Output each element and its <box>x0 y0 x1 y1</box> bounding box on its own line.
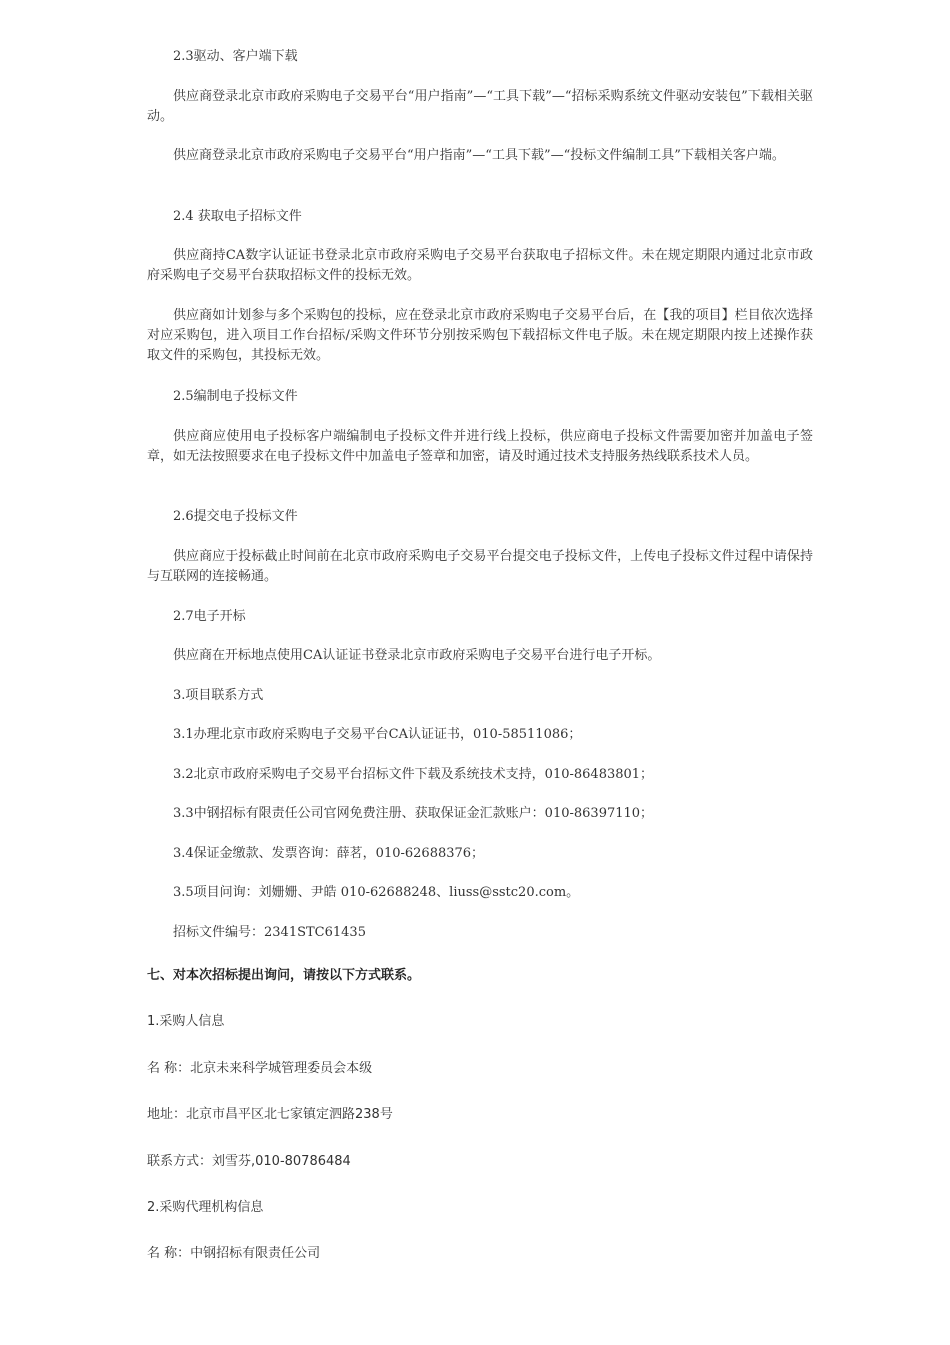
section-2-7-heading: 2.7电子开标 <box>173 609 246 624</box>
purchaser-contact: 联系方式：刘雪芬,010-80786484 <box>147 1154 351 1169</box>
section-2-5-heading: 2.5编制电子投标文件 <box>173 389 298 404</box>
document-number: 招标文件编号：2341STC61435 <box>173 925 366 940</box>
agency-info-heading: 2.采购代理机构信息 <box>147 1200 264 1215</box>
section-2-6-paragraph-1: 供应商应于投标截止时间前在北京市政府采购电子交易平台提交电子投标文件，上传电子投标文件过程中请保持与互联网的连接畅通。 <box>147 549 813 584</box>
contact-item-3-5: 3.5项目问询：刘姗姗、尹皓 010-62688248、liuss@sstc20.com。 <box>173 885 580 900</box>
section-2-4-paragraph-2: 供应商如计划参与多个采购包的投标，应在登录北京市政府采购电子交易平台后，在【我的项目】栏目依次选择对应采购包，进入项目工作台招标/采购文件环节分别按采购包下载招标文件电子版。未在规定期限内按上述操作获取文件的采购包，其投标无效。 <box>147 308 813 363</box>
section-2-7-paragraph-1: 供应商在开标地点使用CA认证证书登录北京市政府采购电子交易平台进行电子开标。 <box>173 648 661 663</box>
purchaser-name: 名 称：北京未来科学城管理委员会本级 <box>147 1061 373 1076</box>
section-3-heading: 3.项目联系方式 <box>173 688 264 703</box>
section-2-5-paragraph-1: 供应商应使用电子投标客户端编制电子投标文件并进行线上投标，供应商电子投标文件需要加密并加盖电子签章，如无法按照要求在电子投标文件中加盖电子签章和加密，请及时通过技术支持服务热线联系技术人员。 <box>147 429 813 464</box>
section-2-3-heading: 2.3驱动、客户端下载 <box>173 49 298 64</box>
contact-item-3-2: 3.2北京市政府采购电子交易平台招标文件下载及系统技术支持，010-86483801； <box>173 767 654 782</box>
section-2-6-heading: 2.6提交电子投标文件 <box>173 509 298 524</box>
section-2-3-paragraph-1: 供应商登录北京市政府采购电子交易平台“用户指南”—“工具下载”—“招标采购系统文件驱动安装包”下载相关驱动。 <box>147 89 813 124</box>
section-2-3-paragraph-2: 供应商登录北京市政府采购电子交易平台“用户指南”—“工具下载”—“投标文件编制工具”下载相关客户端。 <box>173 148 785 163</box>
section-2-4-paragraph-1: 供应商持CA数字认证证书登录北京市政府采购电子交易平台获取电子招标文件。未在规定期限内通过北京市政府采购电子交易平台获取招标文件的投标无效。 <box>147 248 813 283</box>
contact-item-3-4: 3.4保证金缴款、发票咨询：薛茗，010-62688376； <box>173 846 485 861</box>
contact-item-3-3: 3.3中钢招标有限责任公司官网免费注册、获取保证金汇款账户：010-86397110； <box>173 806 654 821</box>
purchaser-address: 地址：北京市昌平区北七家镇定泗路238号 <box>147 1107 393 1122</box>
section-2-4-heading: 2.4 获取电子招标文件 <box>173 209 302 224</box>
inquiry-heading: 七、对本次招标提出询问，请按以下方式联系。 <box>147 968 421 983</box>
contact-item-3-1: 3.1办理北京市政府采购电子交易平台CA认证证书，010-58511086； <box>173 727 582 742</box>
agency-name: 名 称：中钢招标有限责任公司 <box>147 1246 321 1261</box>
purchaser-info-heading: 1.采购人信息 <box>147 1014 225 1029</box>
